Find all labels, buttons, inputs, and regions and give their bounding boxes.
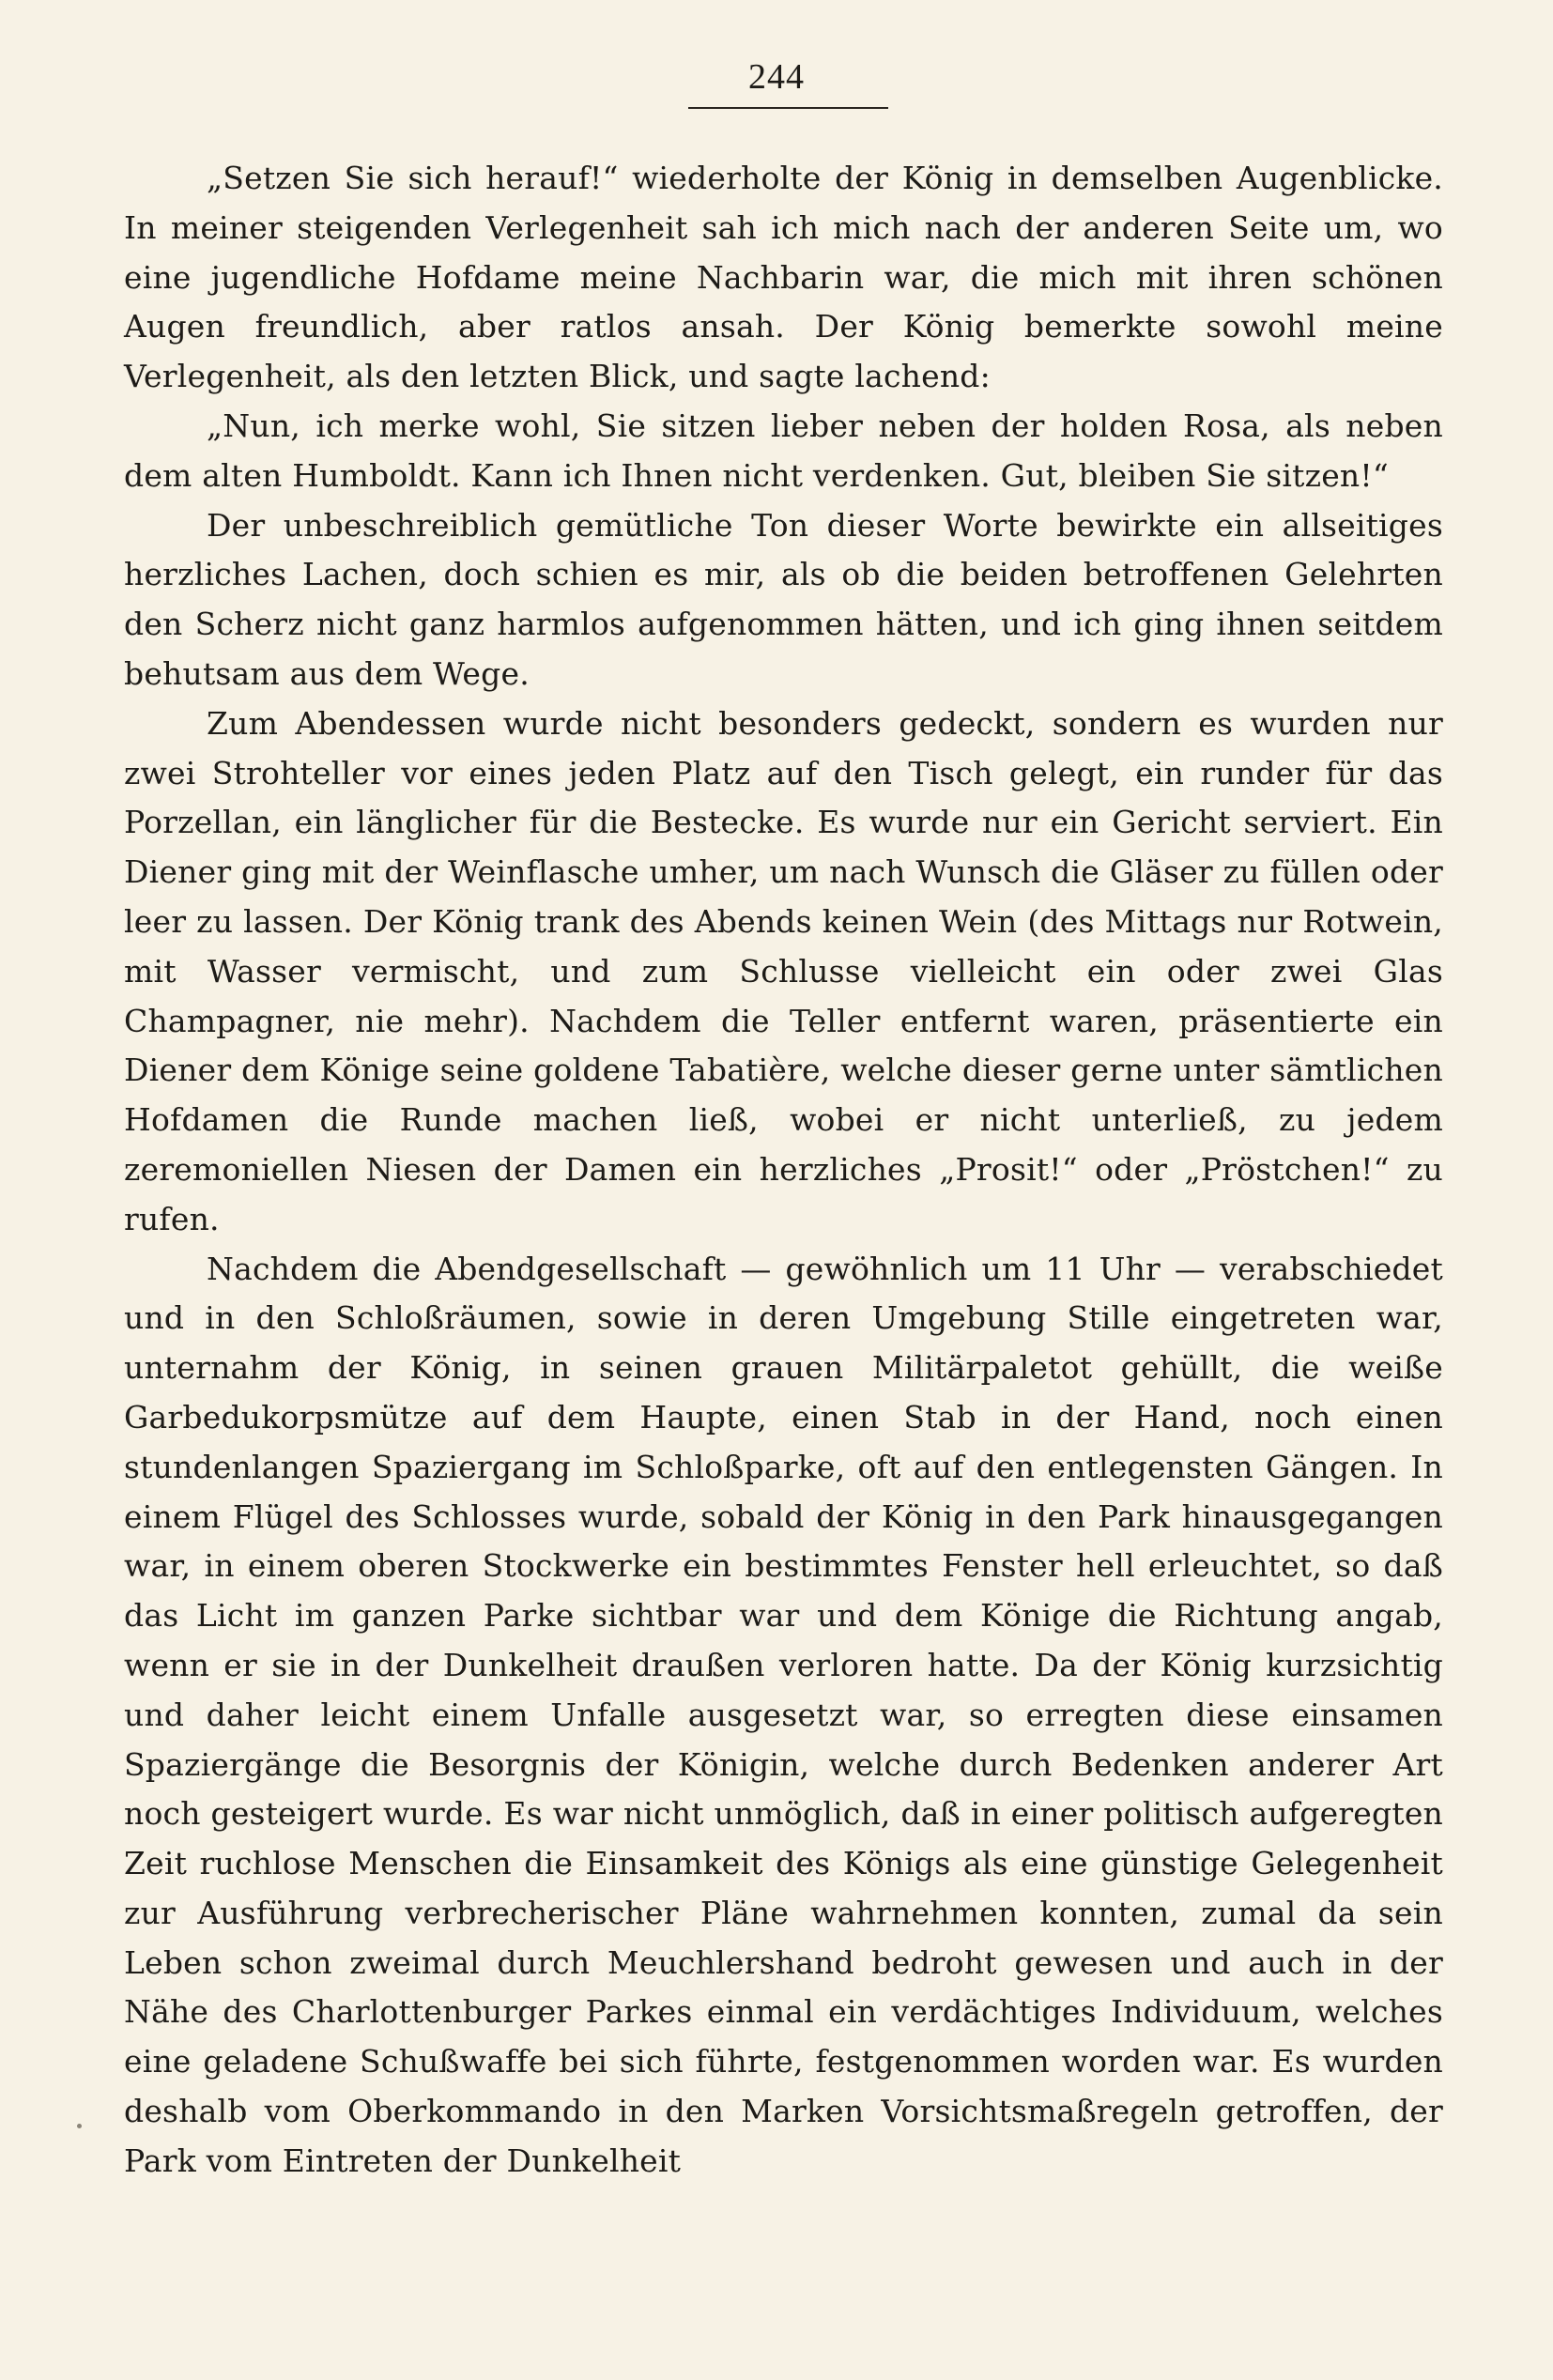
paragraph: „Setzen Sie sich herauf!“ wiederholte der König in demselben Augenblicke. In meiner steigenden Verlegenheit sah ich mich nach der anderen Seite um, wo eine jugendliche Hofdame meine Nachbarin war, die mich mit ihren schönen Augen freundlich, aber ratlos ansah. Der König bemerkte sowohl meine Verlegenheit, als den letzten Blick, und sagte lachend: bbox=[124, 160, 1443, 395]
paragraph: Nachdem die Abendgesellschaft — gewöhnlich um 11 Uhr — verabschiedet und in den Schloßräumen, sowie in deren Umgebung Stille eingetreten war, unternahm der König, in seinen grauen Militärpaletot gehüllt, die weiße Garbedukorpsmütze auf dem Haupte, einen Stab in der Hand, noch einen stundenlangen Spaziergang im Schloßparke, oft auf den entlegensten Gängen. In einem Flügel des Schlosses wurde, sobald der König in den Park hinausgegangen war, in einem oberen Stockwerke ein bestimmtes Fenster hell erleuchtet, so daß das Licht im ganzen Parke sichtbar war und dem Könige die Richtung angab, wenn er sie in der Dunkelheit draußen verloren hatte. Da der König kurzsichtig und daher leicht einem Unfalle ausgesetzt war, so erregten diese einsamen Spaziergänge die Besorgnis der Königin, welche durch Bedenken anderer Art noch gesteigert wurde. Es war nicht unmöglich, daß in einer politisch aufgeregten Zeit ruchlose Menschen die Einsamkeit des Königs als eine günstige Gelegenheit zur Ausführung verbrecherischer Pläne wahrnehmen konnten, zumal da sein Leben schon zweimal durch Meuchlershand bedroht gewesen und auch in der Nähe des Charlottenburger Parkes einmal ein verdächtiges Individuum, welches eine geladene Schußwaffe bei sich führte, festgenommen worden war. Es wurden deshalb vom Oberkommando in den Marken Vorsichtsmaßregeln getroffen, der Park vom Eintreten der Dunkelheit bbox=[124, 1250, 1443, 2179]
body-text bbox=[124, 154, 1443, 2187]
paragraph: „Nun, ich merke wohl, Sie sitzen lieber neben der holden Rosa, als neben dem alten Humboldt. Kann ich Ihnen nicht verdenken. Gut, bleiben Sie sitzen!“ bbox=[124, 407, 1443, 494]
header-rule bbox=[688, 107, 888, 109]
paragraph: Der unbeschreiblich gemütliche Ton dieser Worte bewirkte ein allseitiges herzliches Lachen, doch schien es mir, als ob die beiden betroffenen Gelehrten den Scherz nicht ganz harmlos aufgenommen hätten, und ich ging ihnen seitdem behutsam aus dem Wege. bbox=[124, 506, 1443, 692]
page-header bbox=[0, 56, 1553, 98]
page-number: 244 bbox=[748, 57, 805, 97]
margin-speck bbox=[77, 2124, 82, 2128]
paragraph: Zum Abendessen wurde nicht besonders gedeckt, sondern es wurden nur zwei Strohteller vor eines jeden Platz auf den Tisch gelegt, ein runder für das Porzellan, ein länglicher für die Bestecke. Es wurde nur ein Gericht serviert. Ein Diener ging mit der Weinflasche umher, um nach Wunsch die Gläser zu füllen oder leer zu lassen. Der König trank des Abends keinen Wein (des Mittags nur Rotwein, mit Wasser vermischt, und zum Schlusse vielleicht ein oder zwei Glas Champagner, nie mehr). Nachdem die Teller entfernt waren, präsentierte ein Diener dem Könige seine goldene Tabatière, welche dieser gerne unter sämtlichen Hofdamen die Runde machen ließ, wobei er nicht unterließ, zu jedem zeremoniellen Niesen der Damen ein herzliches „Prosit!“ oder „Pröstchen!“ zu rufen. bbox=[124, 704, 1443, 1237]
